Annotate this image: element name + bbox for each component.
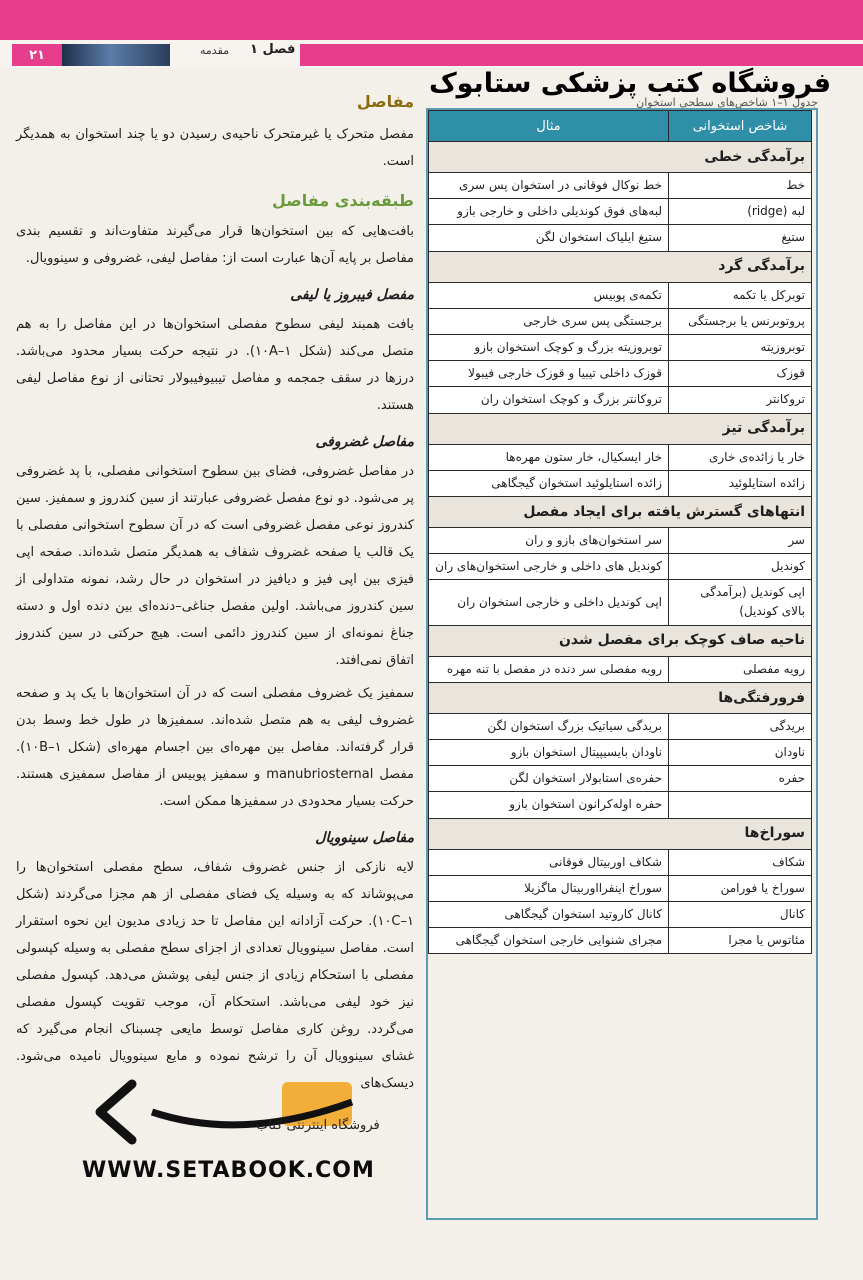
column-header-landmark: شاخص استخوانی: [669, 111, 812, 142]
group-heading: فرورفتگی‌ها: [429, 682, 812, 713]
table-row: [429, 875, 812, 901]
landmark-cell: قوزک: [669, 361, 812, 387]
landmark-cell: حفره: [669, 766, 812, 792]
table-row: [429, 580, 812, 625]
bone-landmarks-table: [428, 110, 812, 954]
example-cell: توبروزیته بزرگ و کوچک استخوان بازو: [429, 334, 669, 360]
table-row: [429, 470, 812, 496]
logo-tagline: فروشگاه اینترنتی کتاب: [256, 1118, 380, 1133]
table-body: [429, 142, 812, 954]
example-cell: خار ایسکیال، خار ستون مهره‌ها: [429, 444, 669, 470]
example-cell: بریدگی سیاتیک بزرگ استخوان لگن: [429, 713, 669, 739]
setabook-logo: [92, 1072, 392, 1152]
setabook-url: WWW.SETABOOK.COM: [82, 1158, 375, 1183]
example-cell: کانال کاروتید استخوان گیجگاهی: [429, 901, 669, 927]
table-row: [429, 928, 812, 954]
table-row: [429, 282, 812, 308]
table-row: [429, 225, 812, 251]
landmark-cell: خط: [669, 173, 812, 199]
table-row: [429, 901, 812, 927]
table-row: [429, 334, 812, 360]
example-cell: سر استخوان‌های بازو و ران: [429, 527, 669, 553]
example-cell: برجستگی پس سری خارجی: [429, 308, 669, 334]
table-row: [429, 527, 812, 553]
landmark-cell: زائده استایلوئید: [669, 470, 812, 496]
table-row: [429, 766, 812, 792]
landmark-cell: سوراخ یا فورامن: [669, 875, 812, 901]
table-row: [429, 361, 812, 387]
example-cell: زائده استایلوئید استخوان گیجگاهی: [429, 470, 669, 496]
example-cell: خط نوکال فوقانی در استخوان پس سری: [429, 173, 669, 199]
landmark-cell: مئاتوس یا مجرا: [669, 928, 812, 954]
heading-synovial: مفاصل سینوویال: [315, 830, 414, 846]
example-cell: حفره اوله‌کرانون استخوان بازو: [429, 792, 669, 818]
header-pink-bar: [300, 44, 863, 66]
page-number: ۲۱: [12, 44, 62, 66]
table-header-row: [429, 111, 812, 142]
table-row: [429, 554, 812, 580]
landmark-cell: رویه مفصلی: [669, 656, 812, 682]
group-heading: ناحیه صاف کوچک برای مفصل شدن: [429, 625, 812, 656]
table-group-row: [429, 625, 812, 656]
example-cell: لبه‌های فوق کوندیلی داخلی و خارجی بازو: [429, 199, 669, 225]
table-group-row: [429, 142, 812, 173]
example-cell: قوزک داخلی تیبیا و قوزک خارجی فیبولا: [429, 361, 669, 387]
landmark-cell: کوندیل: [669, 554, 812, 580]
example-cell: ستیغ ایلیاک استخوان لگن: [429, 225, 669, 251]
landmark-cell: [669, 792, 812, 818]
table-row: [429, 792, 812, 818]
table-row: [429, 444, 812, 470]
section-title: مقدمه: [200, 44, 230, 57]
landmark-cell: سر: [669, 527, 812, 553]
group-heading: انتهاهای گسترش یافته برای ایجاد مفصل: [429, 496, 812, 527]
table-row: [429, 656, 812, 682]
landmark-cell: خار یا زائده‌ی خاری: [669, 444, 812, 470]
example-cell: مجرای شنوایی خارجی استخوان گیجگاهی: [429, 928, 669, 954]
landmark-cell: کانال: [669, 901, 812, 927]
body-text-column: [16, 88, 414, 1103]
landmark-cell: ستیغ: [669, 225, 812, 251]
landmark-cell: توبرکل یا تکمه: [669, 282, 812, 308]
group-heading: برآمدگی تیز: [429, 413, 812, 444]
bone-landmarks-table-wrap: [428, 110, 812, 1210]
table-row: [429, 308, 812, 334]
example-cell: ناودان بایسیپیتال استخوان بازو: [429, 740, 669, 766]
paragraph: مفصل متحرک یا غیرمتحرک ناحیه‌ی رسیدن دو یا چند استخوان به همدیگر است.: [16, 127, 414, 169]
landmark-cell: ناودان: [669, 740, 812, 766]
example-cell: تکمه‌ی پوبیس: [429, 282, 669, 308]
group-heading: برآمدگی گرد: [429, 251, 812, 282]
heading-cartilaginous: مفاصل غضروفی: [315, 434, 414, 450]
table-group-row: [429, 818, 812, 849]
paragraph: بافت‌هایی که بین استخوان‌ها قرار می‌گیرند متفاوت‌اند و تقسیم بندی مفاصل بر پایه آن‌ها عبارت است از: مفاصل لیفی، غضروفی و سینوویال.: [16, 224, 414, 266]
group-heading: سوراخ‌ها: [429, 818, 812, 849]
table-title: جدول ۱–۱ شاخص‌های سطحی استخوان: [636, 96, 818, 109]
table-row: [429, 387, 812, 413]
paragraph: در مفاصل غضروفی، فضای بین سطوح استخوانی مفصلی، با پد غضروفی پر می‌شود. دو نوع مفصل غضروفی عبارتند از سین کندروز و سمفیز. سین کندروز نوعی مفصل غضروفی است که در آن سطوح استخوانی مفصلی با یک قالب یا صفحه غضروف شفاف به همدیگر متصل شده‌اند. صفحه اپی فیزی بین اپی فیز و دیافیز در استخوان در حال رشد، نمونه متداولی از سین کندروز می‌باشد. اولین مفصل جناغی–دنده‌ای بین دنده اول و دسته جناغ نمونه‌ای از سین کندروز دائمی است. هیچ حرکتی در سین کندروز اتفاق نمی‌افتد.: [16, 464, 414, 668]
column-header-example: مثال: [429, 111, 669, 142]
logo-arrow-icon: [100, 1084, 132, 1140]
table-group-row: [429, 413, 812, 444]
heading-classification: طبقه‌بندی مفاصل: [271, 191, 414, 210]
example-cell: شکاف اوربیتال فوقانی: [429, 849, 669, 875]
landmark-cell: تروکانتر: [669, 387, 812, 413]
table-row: [429, 173, 812, 199]
chapter-label: فصل ۱: [250, 42, 296, 57]
table-group-row: [429, 496, 812, 527]
landmark-cell: بریدگی: [669, 713, 812, 739]
table-row: [429, 849, 812, 875]
heading-joints: مفاصل: [356, 92, 414, 111]
table-group-row: [429, 251, 812, 282]
landmark-cell: لبه (ridge): [669, 199, 812, 225]
example-cell: اپی کوندیل داخلی و خارجی استخوان ران: [429, 580, 669, 625]
landmark-cell: شکاف: [669, 849, 812, 875]
store-watermark: فروشگاه کتب پزشکی ستابوک: [428, 68, 832, 99]
table-row: [429, 199, 812, 225]
heading-fibrous: مفصل فیبروز یا لیفی: [290, 287, 414, 303]
paragraph: بافت همبند لیفی سطوح مفصلی استخوان‌ها در این مفاصل را به هم متصل می‌کند (شکل ۱۰A–۱). در نتیجه حرکت بسیار محدود می‌باشد. درزها در سقف جمجمه و مفاصل تیبیوفیبولار تحتانی از نوع مفاصل لیفی هستند.: [16, 317, 415, 413]
paragraph: سمفیز یک غضروف مفصلی است که در آن استخوان‌ها با یک پد و صفحه غضروف لیفی به هم متصل شده‌اند. سمفیزها در طول خط وسط بدن قرار گرفته‌اند. مفاصل بین مهره‌ای بین اجسام مهره‌ای (شکل ۱۰B–۱). مفصل manubriosternal و سمفیز پوبیس از مفاصل سمفیزی هستند. حرکت بسیار محدودی در سمفیزها ممکن است.: [16, 686, 414, 809]
landmark-cell: اپی کوندیل (برآمدگی بالای کوندیل): [669, 580, 812, 625]
landmark-cell: پروتوبرنس یا برجستگی: [669, 308, 812, 334]
table-group-row: [429, 682, 812, 713]
top-color-band: [0, 0, 863, 40]
example-cell: سوراخ اینفرااوربیتال ماگزیلا: [429, 875, 669, 901]
example-cell: حفره‌ی استابولار استخوان لگن: [429, 766, 669, 792]
example-cell: رویه مفصلی سر دنده در مفصل با تنه مهره: [429, 656, 669, 682]
landmark-cell: توبروزیته: [669, 334, 812, 360]
header-image: [62, 44, 170, 66]
group-heading: برآمدگی خطی: [429, 142, 812, 173]
paragraph: لایه نازکی از جنس غضروف شفاف، سطح مفصلی استخوان‌ها را می‌پوشاند که به وسیله یک فضای مفصلی از هم مجزا می‌گردند (شکل ۱۰C–۱). حرکت آزادانه این مفاصل تا حد زیادی مدیون این نحوه استقرار است. مفاصل سینوویال تعدادی از اجزای سطح مفصلی به وسیله کپسولی مفصلی با استحکام زیادی از جنس لیفی پوشش می‌دهد. کپسول مفصلی نیز خود لیفی می‌باشد. استحکام آن، موجب تقویت کپسول مفصلی می‌گردد. روغن کاری مفاصل توسط مایعی چسبناک انجام می‌گیرد که غشای سینوویال آن را ترشح نموده و مایع سینوویال نامیده می‌شود. دیسک‌های: [16, 860, 414, 1091]
example-cell: تروکانتر بزرگ و کوچک استخوان ران: [429, 387, 669, 413]
example-cell: کوندیل های داخلی و خارجی استخوان‌های ران: [429, 554, 669, 580]
table-row: [429, 713, 812, 739]
table-row: [429, 740, 812, 766]
